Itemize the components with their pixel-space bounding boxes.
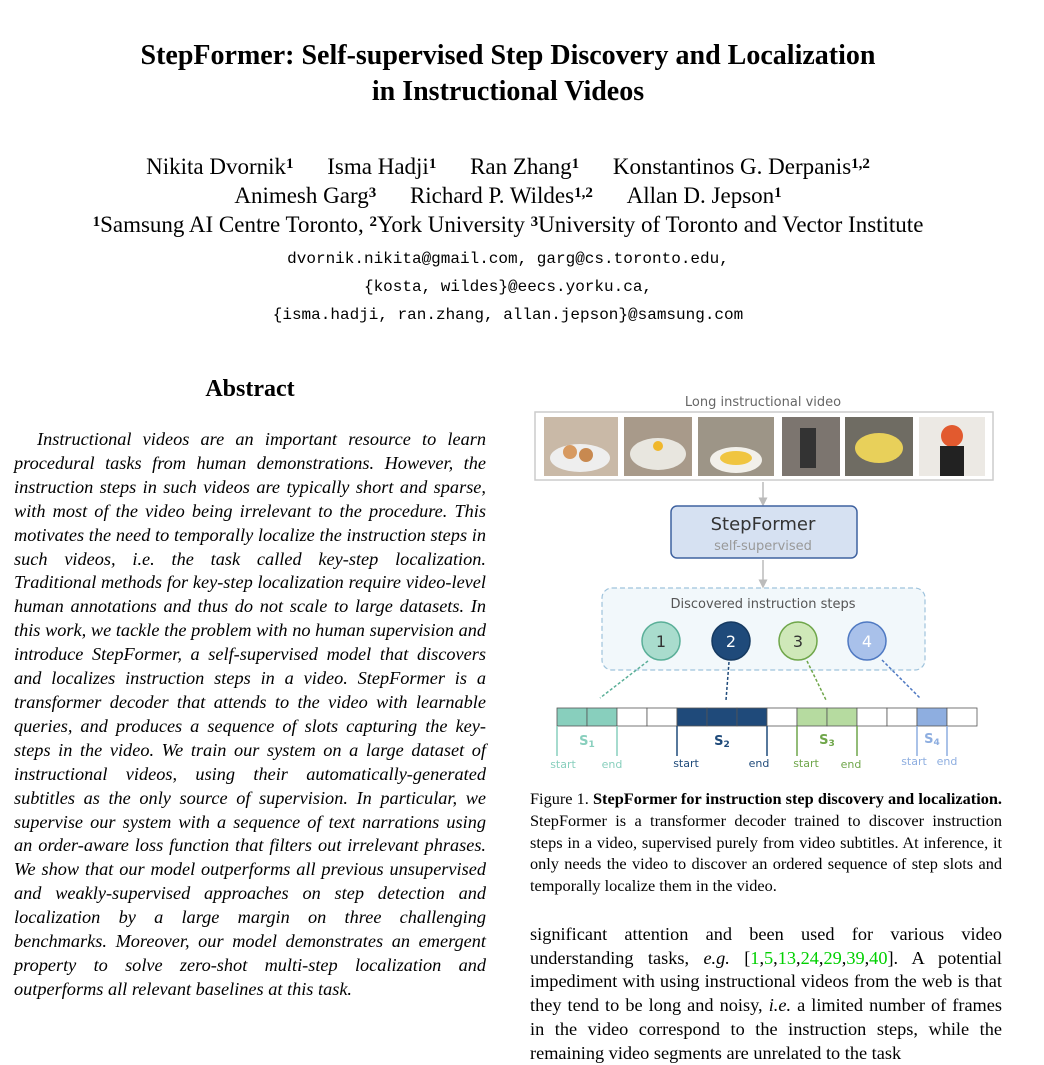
video-frame-beaten-egg <box>720 451 752 465</box>
title-line-1: StepFormer: Self-supervised Step Discovery and Localization <box>140 40 876 71</box>
video-label: Long instructional video <box>684 395 842 410</box>
email-line: {isma.hadji, ran.zhang, allan.jepson}@samsung.com <box>272 306 744 324</box>
author: Allan D. Jepson$^1$ <box>626 183 782 208</box>
svg-text:end: end <box>936 755 958 768</box>
author: Ran Zhang$^1$ <box>470 154 580 179</box>
abstract-heading: Abstract <box>205 376 295 402</box>
paper-title <box>0 38 1016 110</box>
svg-text:start: start <box>901 755 927 768</box>
author: Nikita Dvornik$^1$ <box>146 154 294 179</box>
citation-link[interactable]: 13 <box>777 947 797 968</box>
body-text: significant attention and been used for various video understanding tasks, e.g. [1,5,13,24,29,39,40]. A potential impediment with using instructional videos from the web is that they tend to be long and noisy, i.e. a limited number of frames in the video correspond to the instruction steps, while the remaining video segments are unrelated to the task <box>530 924 1003 1063</box>
svg-text:S1: S1 <box>579 734 595 750</box>
stepformer-sublabel: self-supervised <box>714 539 812 554</box>
email-line: dvornik.nikita@gmail.com, garg@cs.toronto.edu, <box>287 250 729 268</box>
step-number-2: 2 <box>725 632 737 651</box>
svg-text:S4: S4 <box>924 732 940 748</box>
author-line-1 <box>0 152 1016 181</box>
author-block <box>0 152 1016 239</box>
abstract-text: Instructional videos are an important resource to learn procedural tasks from human demonstrations. However, the instruction steps in such videos are typically short and sparse, with most of the video being irrelevant to the procedure. This motivates the need to temporally localize the instruction steps in such videos, i.e. the task called key-step localization. Traditional methods for key-step localization require video-level human annotations and thus do not scale to large datasets. In this work, we tackle the problem with no human supervision and introduce StepFormer, a self-supervised model that discovers and localizes instruction steps in a video. StepFormer is a transformer decoder that attends to the video with learnable queries, and produces a sequence of slots capturing the key-steps in the video. We train our system on a large dataset of instructional videos, using their automatically-generated subtitles as the only source of supervision. In particular, we supervise our system with a sequence of text narrations using an order-aware loss function that filters out irrelevant phrases. We show that our model outperforms all previous unsupervised and weakly-supervised approaches on step detection and localization by a large margin on three challenging benchmarks. Moreover, our model demonstrates an emergent property to solve zero-shot multi-step localization and outperforms all relevant baselines at this task. <box>14 429 486 999</box>
author: Animesh Garg$^3$ <box>234 183 377 208</box>
svg-text:S2: S2 <box>714 734 730 750</box>
steps-label: Discovered instruction steps <box>670 597 856 612</box>
svg-text:end: end <box>601 758 623 771</box>
video-frame-person <box>800 428 816 468</box>
slot-2 <box>673 726 769 770</box>
svg-text:end: end <box>748 757 770 770</box>
video-frame-egg <box>563 445 577 459</box>
svg-text:end: end <box>840 758 862 771</box>
author: Konstantinos G. Derpanis$^{1,2}$ <box>612 154 870 179</box>
slot-1 <box>550 726 622 771</box>
video-frame-yolk <box>653 441 663 451</box>
video-frame-person <box>940 446 964 476</box>
svg-text:S3: S3 <box>819 733 835 749</box>
abstract-body <box>14 428 486 1002</box>
author-line-2 <box>0 181 1016 210</box>
citation-link[interactable]: 24 <box>800 947 819 968</box>
slot-4 <box>901 726 957 768</box>
figure-caption <box>530 788 1002 897</box>
stepformer-label: StepFormer <box>710 514 816 535</box>
svg-text:start: start <box>550 758 576 771</box>
video-frame-egg <box>579 448 593 462</box>
affiliations: $^1$Samsung AI Centre Toronto, $^2$York University $^3$University of Toronto and Vector Institute <box>92 212 924 237</box>
timeline <box>557 708 977 726</box>
video-frame-omelette <box>855 433 903 463</box>
figure-diagram <box>530 388 1000 778</box>
author: Richard P. Wildes$^{1,2}$ <box>409 183 593 208</box>
citation-link[interactable]: 39 <box>846 947 865 968</box>
citation-link[interactable]: 29 <box>823 947 842 968</box>
email-line: {kosta, wildes}@eecs.yorku.ca, <box>363 278 653 296</box>
citation-link[interactable]: 1 <box>750 947 760 968</box>
svg-text:start: start <box>793 757 819 770</box>
svg-text:start: start <box>673 757 699 770</box>
step-number-4: 4 <box>861 632 873 651</box>
citation-link[interactable]: 40 <box>869 947 888 968</box>
step-number-3: 3 <box>792 632 804 651</box>
caption-bold: StepFormer for instruction step discovery and localization. <box>593 789 1003 808</box>
title-line-2: in Instructional Videos <box>371 76 645 107</box>
step-number-1: 1 <box>655 632 667 651</box>
video-frame-face <box>941 425 963 447</box>
caption-text: StepFormer is a transformer decoder trained to discover instruction steps in a video, supervised purely from video subtitles. At inference, it only needs the video to discover an ordered sequence of step slots and temporally localize them in the video. <box>530 810 1002 896</box>
figure-1 <box>530 388 1000 778</box>
caption-prefix: Figure 1. <box>530 789 589 808</box>
emails <box>0 245 1016 329</box>
citation-link[interactable]: 5 <box>764 947 774 968</box>
author: Isma Hadji$^1$ <box>327 154 437 179</box>
slot-3 <box>793 726 861 771</box>
